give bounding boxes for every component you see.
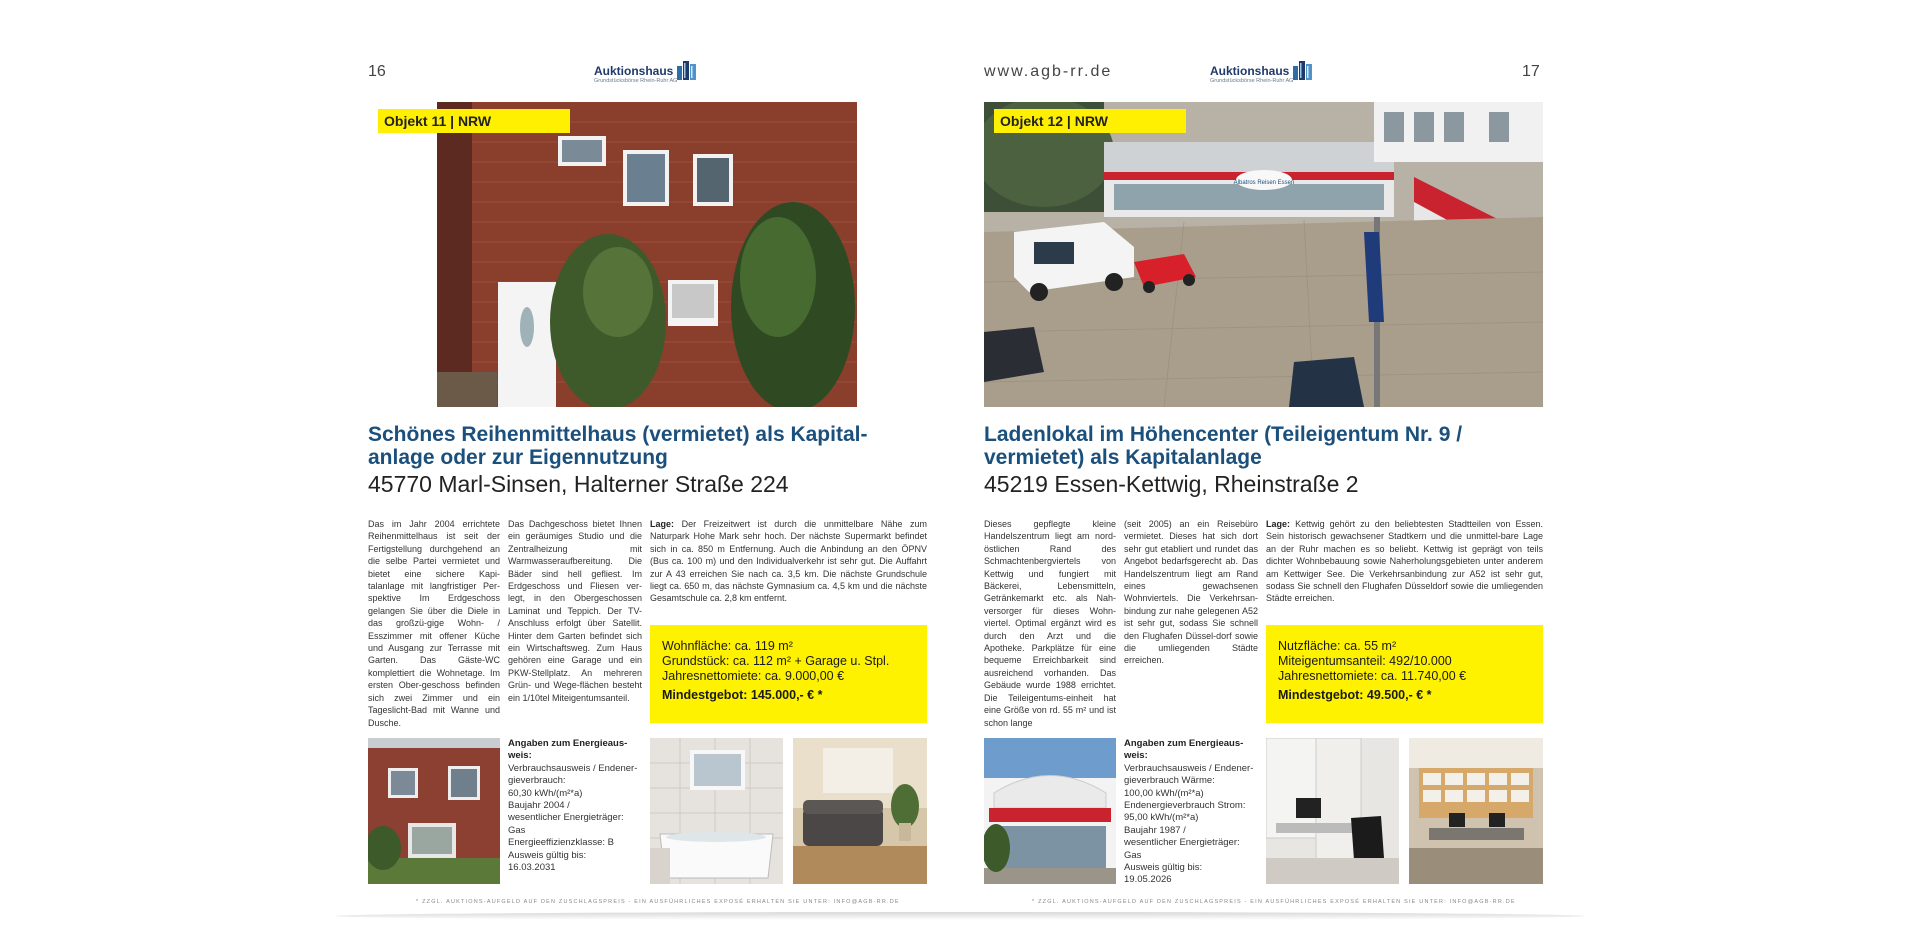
energy-line: Energieeffizienzklasse: B [508, 837, 614, 849]
property-photo-shopping-center [984, 102, 1543, 407]
energy-line: Endenergieverbrauch Strom: [1124, 800, 1246, 812]
energy-line: 95,00 kWh/(m²*a) [1124, 812, 1199, 824]
logo-name: Auktionshaus [1210, 64, 1290, 78]
energy-line: Verbrauchsausweis / Endener-gieverbrauch Wärme: [1124, 762, 1254, 787]
energy-certificate [508, 738, 640, 874]
energy-line: wesentlicher Energieträger: [1124, 837, 1240, 849]
website-url[interactable]: www.agb-rr.de [984, 63, 1113, 80]
fact-line: Jahresnettomiete: ca. 11.740,00 € [1278, 669, 1467, 683]
energy-line: Gas [1124, 849, 1142, 861]
building-icon [676, 58, 698, 80]
location-text: Der Freizeitwert ist durch die unmittelbare Nähe zum Naturpark Hohe Mark sehr hoch. Der nächste Supermarkt befindet sich in ca. 850 m Entfernung. Auch die Anbindung an den ÖPNV (Bus ca. 100 m) und den Individualverkehr ist sehr gut. Die Auffahrt zur A 43 erreichen Sie nach ca. 3,5 km. Die nächste Grundschule liegt ca. 650 m, das nächste Gymnasium ca. 4,5 km und die nächste Gesamtschule ca. 2,8 km entfernt. [650, 519, 927, 604]
location-label: Lage: [1266, 519, 1291, 529]
brand-logo [1210, 58, 1320, 90]
building-icon [1292, 58, 1314, 80]
spread-shadow [335, 912, 1585, 920]
energy-line: 19.05.2026 [1124, 874, 1172, 886]
key-facts-box [1266, 625, 1543, 723]
energy-line: 16.03.2031 [508, 862, 556, 874]
fact-line: Wohnfläche: ca. 119 m² [662, 639, 793, 653]
energy-certificate [1124, 738, 1256, 887]
listing-title: Schönes Reihenmittelhaus (vermietet) als Kapital-anlage oder zur Eigennutzung [368, 423, 868, 469]
thumb-shop-interior [1409, 738, 1543, 884]
energy-line: Baujahr 1987 / [1124, 824, 1186, 836]
energy-heading: Angaben zum Energieaus-weis: [1124, 738, 1244, 762]
fact-line: Grundstück: ca. 112 m² + Garage u. Stpl. [662, 654, 890, 668]
thumb-storefront [984, 738, 1116, 884]
energy-line: Verbrauchsausweis / Endener-gieverbrauch: [508, 762, 638, 787]
description-col-2: (seit 2005) an ein Reisebüro vermietet. Dieses hat sich dort sehr gut etabliert und rundet das Angebot bedarfsgerecht ab. Das Handelszentrum liegt am Rand eines gewachsenen Wohnviertels. Die Verkehrsan-bindung zur nahe gelegenen A52 ist sehr gut, sodass Sie schnell den Flughafen Düssel-dorf sowie die umliegenden Städte erreichen. [1124, 519, 1258, 666]
thumb-house-garden [368, 738, 500, 884]
footer-note: * ZZGL. AUKTIONS-AUFGELD AUF DEN ZUSCHLAGSPREIS - EIN AUSFÜHRLICHES EXPOSÉ ERHALTEN SIE UNTER: INFO@AGB-RR.DE [416, 899, 900, 905]
fact-line: Jahresnettomiete: ca. 9.000,00 € [662, 669, 845, 683]
logo-tagline: Grundstücksbörse Rhein-Ruhr AG [594, 78, 678, 84]
thumb-living-room [793, 738, 927, 884]
location-text: Kettwig gehört zu den beliebtesten Stadtteilen von Essen. Sein historisch gewachsener Stadtkern und die unmittel-bare Lage an der Ruhr machen es so beliebt. Kettwig ist geprägt von teils dichter Wohnbebauung sowie Naherholungsgebieten unter anderem am Kettwiger See. Die Verkehrsanbindung zur A52 ist sehr gut, sodass Sie schnell den Flughafen Düsseldorf sowie die umliegenden Städte erreichen. [1266, 519, 1543, 604]
min-bid: Mindestgebot: 145.000,- € * [662, 688, 823, 702]
energy-heading: Angaben zum Energieaus-weis: [508, 738, 628, 762]
energy-line: Ausweis gültig bis: [1124, 862, 1203, 874]
footer-note: * ZZGL. AUKTIONS-AUFGELD AUF DEN ZUSCHLAGSPREIS - EIN AUSFÜHRLICHES EXPOSÉ ERHALTEN SIE UNTER: INFO@AGB-RR.DE [1032, 899, 1516, 905]
fact-line: Miteigentumsanteil: 492/10.000 [1278, 654, 1452, 668]
brand-logo [594, 58, 704, 90]
energy-line: wesentlicher Energieträger: [508, 812, 624, 824]
page-number: 16 [368, 63, 386, 80]
energy-line: Gas [508, 824, 526, 836]
thumb-bathroom [650, 738, 783, 884]
location-col [1266, 518, 1543, 605]
key-facts-box [650, 625, 927, 723]
logo-name: Auktionshaus [594, 64, 674, 78]
property-photo-house [368, 102, 923, 407]
description-col-1: Das im Jahr 2004 errichtete Reihenmittelhaus ist seit der Fertigstellung durchgehend an die selbe Partei vermietet und bietet eine sichere Kapi-talanlage mit langfristiger Per-spektive Im Erdgeschoss gelangen Sie über die Diele in das großzü-gige Wohn- / Esszimmer mit offener Küche und Ausgang zur Terrasse mit Garten. Das Gäste-WC komplettiert die Wohnetage. Im ersten Ober-geschoss befinden sich zwei Zimmer und ein Tageslicht-Bad mit Wanne und Dusche. [368, 519, 500, 728]
min-bid: Mindestgebot: 49.500,- € * [1278, 688, 1432, 702]
thumb-office-interior [1266, 738, 1399, 884]
logo-tagline: Grundstücksbörse Rhein-Ruhr AG [1210, 78, 1294, 84]
object-badge: Objekt 12 | NRW [994, 109, 1186, 133]
listing-address: 45219 Essen-Kettwig, Rheinstraße 2 [984, 471, 1359, 497]
description-col-1: Dieses gepflegte kleine Handelszentrum liegt am nord-östlichen Rand des Schmachtenbergviertels von Kettwig und fungiert mit Bäckerei, Lebensmitteln, Getränkemarkt etc. als Nah-versorger für dieses Wohn-viertel. Optimal ergänzt wird es durch den Arzt und die Apotheke. Parkplätze für eine bequeme Erreichbarkeit sind ausreichend vorhanden. Das Gebäude wurde 1988 errichtet. Die Teileigentums-einheit hat eine Größe von rd. 55 m² und ist schon lange [984, 519, 1116, 728]
fact-line: Nutzfläche: ca. 55 m² [1278, 639, 1397, 653]
energy-line: 100,00 kWh/(m²*a) [1124, 787, 1204, 799]
listing-address: 45770 Marl-Sinsen, Halterner Straße 224 [368, 471, 789, 497]
energy-line: Baujahr 2004 / [508, 800, 570, 812]
location-label: Lage: [650, 519, 675, 529]
location-col [650, 518, 927, 605]
energy-line: Ausweis gültig bis: [508, 849, 587, 861]
storefront-sign: Albatros Reisen Essen [1233, 180, 1295, 186]
page-number: 17 [1522, 63, 1540, 80]
listing-title: Ladenlokal im Höhencenter (Teileigentum Nr. 9 / vermietet) als Kapitalanlage [984, 423, 1463, 469]
object-badge: Objekt 11 | NRW [378, 109, 570, 133]
description-col-2: Das Dachgeschoss bietet Ihnen ein geräumiges Studio und die Zentralheizung mit Warmwasseraufbereitung. Die Bäder sind hell gefliest. Im Erdgeschoss und Fliesen ver-legt, in den Obergeschossen Laminat und Teppich. Der TV-Anschluss erfolgt über Satellit. Hinter dem Garten befindet sich ein Wirtschaftsweg. Zum Haus gehören eine Garage und ein PKW-Stellplatz. An mehreren Grün- und Wege-flächen besteht ein 1/10tel Miteigentumsanteil. [508, 519, 642, 703]
energy-line: 60,30 kWh/(m²*a) [508, 787, 583, 799]
